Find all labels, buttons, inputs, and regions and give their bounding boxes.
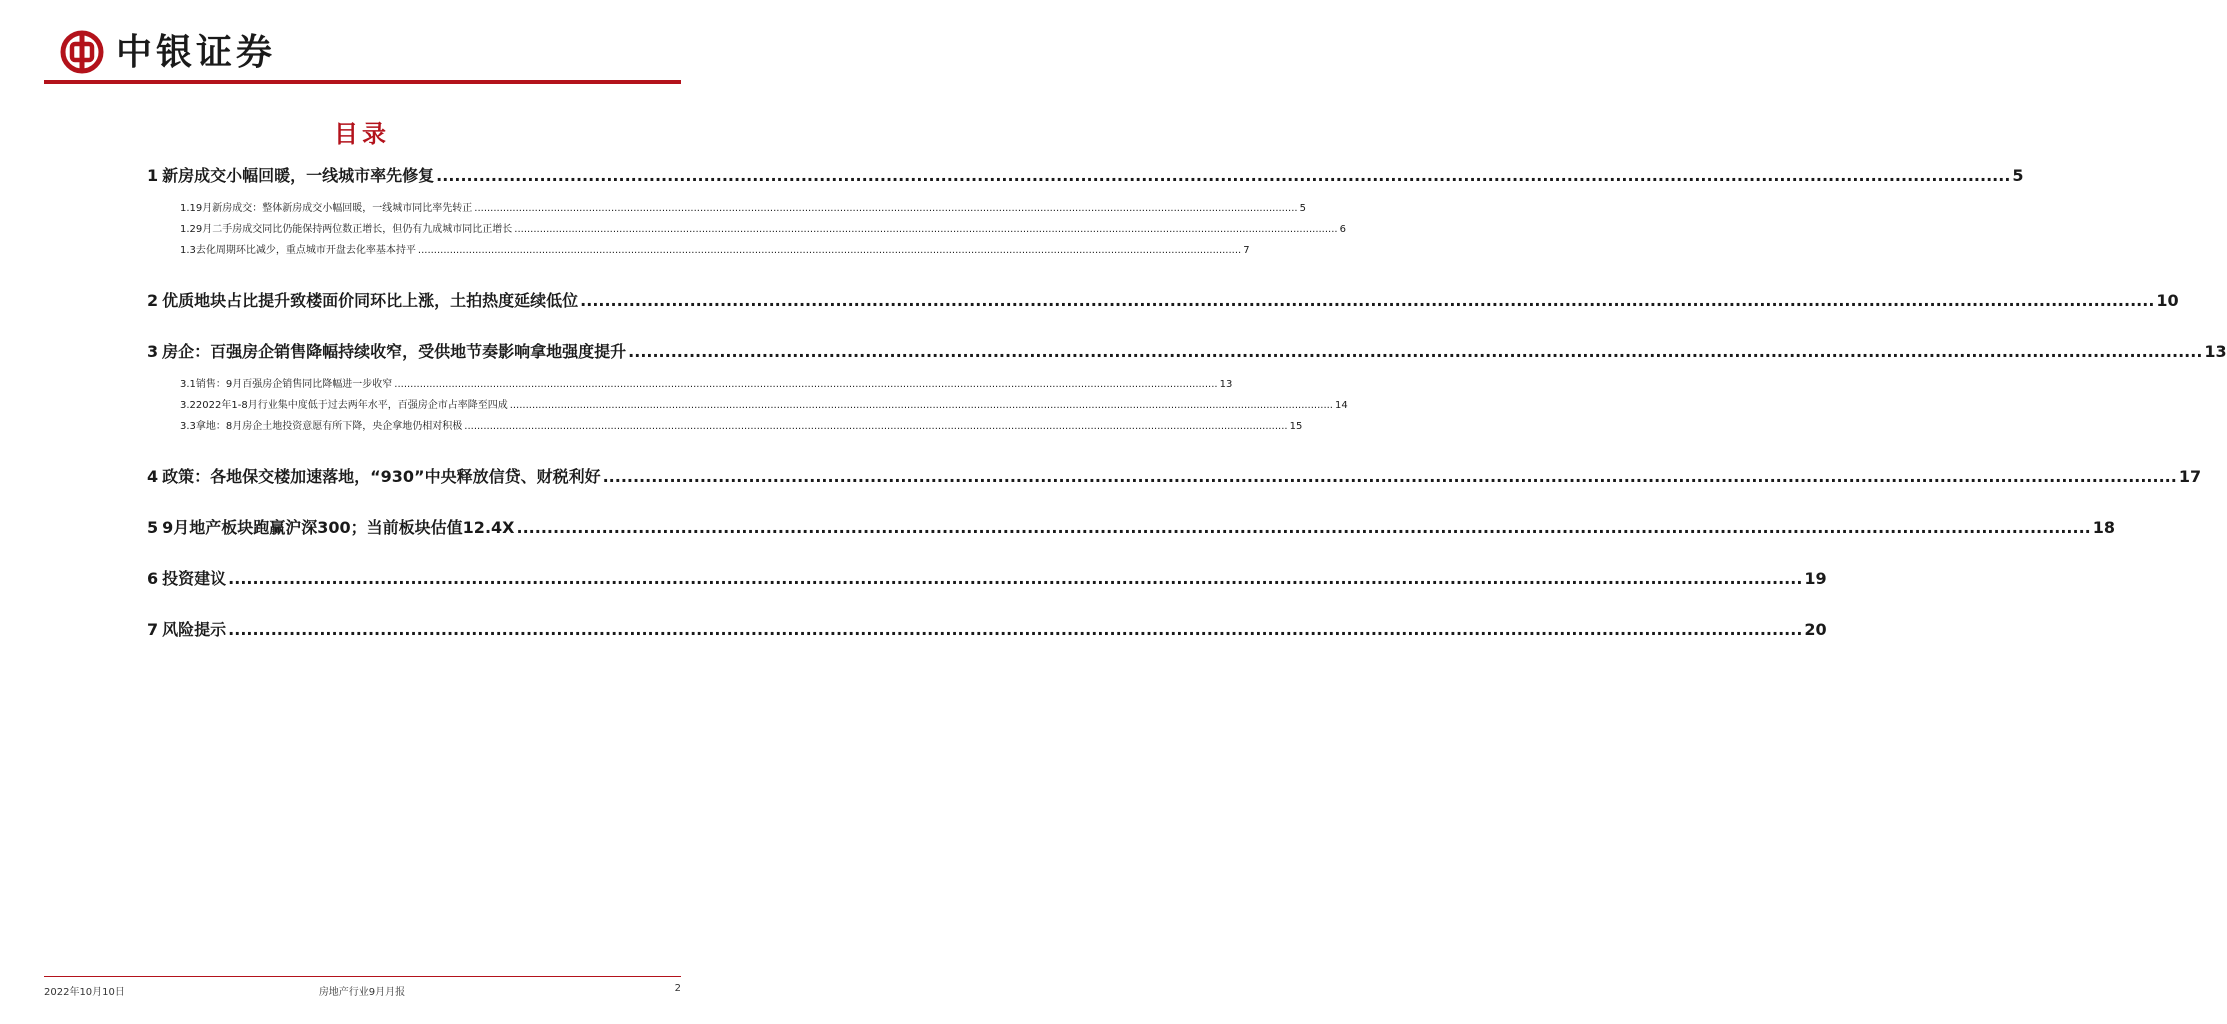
toc-page-number: 5 xyxy=(2012,166,2024,185)
toc-subentry[interactable]: 3.3拿地：8月房企土地投资意愿有所下降，央企拿地仍相对积极 ..... 15 xyxy=(180,416,681,437)
header-rule xyxy=(44,80,681,84)
toc-subentry[interactable]: 3.1销售：9月百强房企销售同比降幅进一步收窄 ..... 13 xyxy=(180,374,681,395)
toc-page-number: 5 xyxy=(1299,203,1306,214)
toc-page-number: 13 xyxy=(2204,342,2227,361)
toc-entry[interactable]: 2 优质地块占比提升致楼面价同环比上涨，土拍热度延续低位 ..... 10 xyxy=(147,289,681,313)
footer-report-title: 房地产行业9月月报 xyxy=(318,987,406,998)
toc-subentry[interactable]: 1.29月二手房成交同比仍能保持两位数正增长，但仍有九成城市同比正增长 ..... 6 xyxy=(180,219,681,240)
leader-dots xyxy=(436,164,2010,188)
leader-dots xyxy=(603,465,2177,489)
brand-name: 中银证券 xyxy=(116,31,277,73)
table-of-contents xyxy=(44,164,2227,642)
bank-of-china-logo-icon xyxy=(60,30,104,74)
toc-page-number: 6 xyxy=(1339,224,1346,235)
toc-entry[interactable]: 3 房企：百强房企销售降幅持续收窄，受供地节奏影响拿地强度提升 ..... 13 xyxy=(147,340,681,364)
toc-page-number: 18 xyxy=(2092,518,2115,537)
leader-dots xyxy=(510,395,1333,416)
leader-dots xyxy=(580,289,2154,313)
toc-subentry[interactable]: 3.22022年1-8月行业集中度低于过去两年水平，百强房企市占率降至四成 ..... 14 xyxy=(180,395,681,416)
page-header xyxy=(0,0,724,90)
toc-entry[interactable]: 5 9月地产板块跑赢沪深300；当前板块估值12.4X ..... 18 xyxy=(147,516,681,540)
toc-page-number: 17 xyxy=(2178,467,2202,486)
leader-dots xyxy=(464,416,1287,437)
leader-dots xyxy=(228,567,1802,591)
footer-date: 2022年10月10日 xyxy=(44,987,125,998)
toc-entry[interactable]: 7 风险提示 ..... 20 xyxy=(147,618,681,642)
toc-page-number: 13 xyxy=(1219,379,1233,390)
toc-page-number: 7 xyxy=(1243,245,1250,256)
leader-dots xyxy=(628,340,2202,364)
toc-entry[interactable]: 4 政策：各地保交楼加速落地，“930”中央释放信贷、财税利好 ..... 17 xyxy=(147,465,681,489)
toc-page-number: 20 xyxy=(1804,620,1827,639)
leader-dots xyxy=(474,198,1297,219)
toc-entry[interactable]: 6 投资建议 ..... 19 xyxy=(147,567,681,591)
leader-dots xyxy=(514,219,1337,240)
toc-page-number: 14 xyxy=(1335,400,1348,411)
toc-subentry[interactable]: 1.19月新房成交：整体新房成交小幅回暖，一线城市同比率先转正 ..... 5 xyxy=(180,198,681,219)
leader-dots xyxy=(394,374,1217,395)
leader-dots xyxy=(228,618,1802,642)
toc-page-number: 19 xyxy=(1804,569,1827,588)
toc-title: 目录 xyxy=(334,119,390,148)
toc-entry[interactable]: 1 新房成交小幅回暖，一线城市率先修复 ..... 5 xyxy=(147,164,681,188)
leader-dots xyxy=(517,516,2091,540)
toc-page-number: 15 xyxy=(1289,421,1303,432)
footer-rule xyxy=(44,976,681,977)
leader-dots xyxy=(418,240,1241,261)
toc-page-number: 10 xyxy=(2156,291,2179,310)
toc-subentry[interactable]: 1.3去化周期环比减少，重点城市开盘去化率基本持平 ..... 7 xyxy=(180,240,681,261)
footer-page-number: 2 xyxy=(674,983,681,994)
